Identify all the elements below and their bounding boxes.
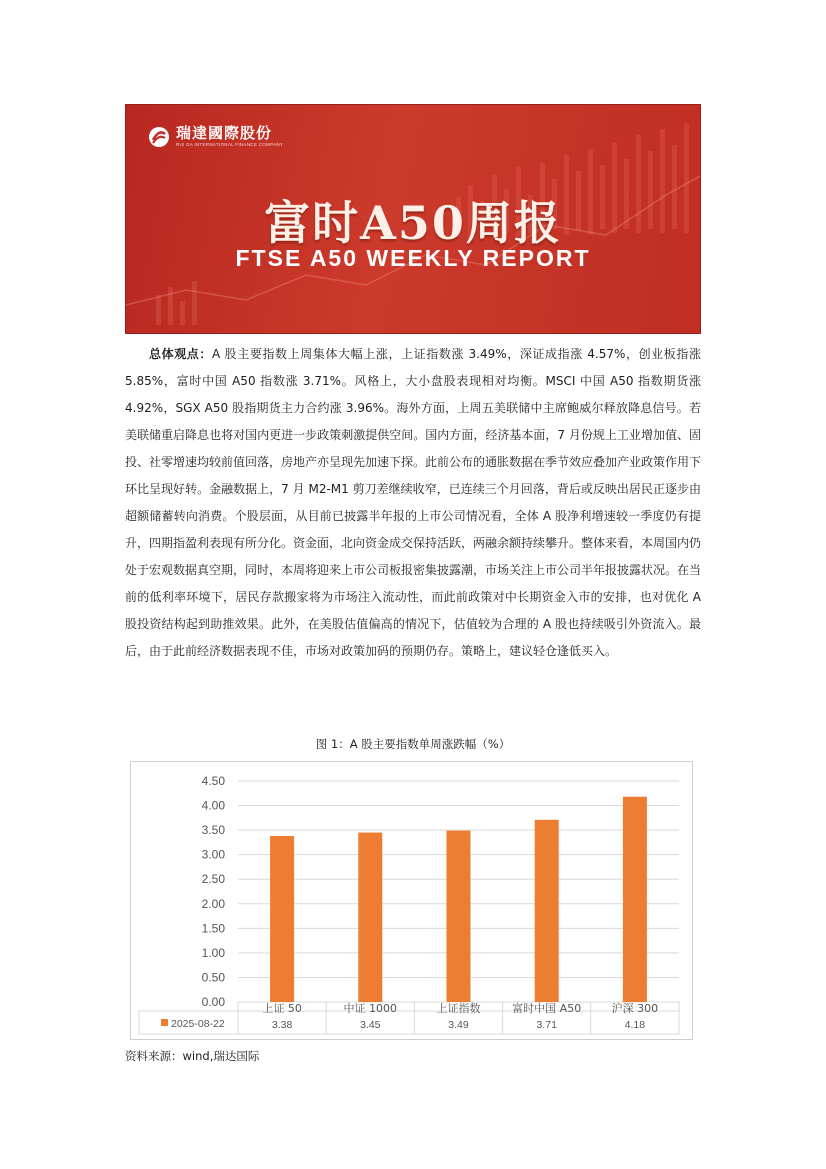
legend-swatch (161, 1019, 168, 1026)
summary-label: 总体观点： (149, 347, 213, 361)
bar (447, 831, 471, 1002)
summary-text: A 股主要指数上周集体大幅上涨，上证指数涨 3.49%，深证成指涨 4.57%，创业板指涨 5.85%，富时中国 A50 指数涨 3.71%。风格上，大小盘股表现相对均衡。MSCI 中国 A50 指数期货涨 4.92%，SGX A50 股指期货主力合约涨 3.96%。海外方面，上周五美联储中主席鲍威尔释放降息信号。若美联储重启降息也将对国内更进一步政策刺激提供空间。国内方面，经济基本面，7 月份规上工业增加值、固投、社零增速均较前值回落，房地产亦呈现先加速下探。此前公布的通胀数据在季节效应叠加产业政策作用下环比呈现好转。金融数据上，7 月 M2-M1 剪刀差继续收窄，已连续三个月回落，背后或反映出居民正逐步由超额储蓄转向消费。个股层面，从目前已披露半年报的上市公司情况看，全体 A 股净利增速较一季度仍有提升，四期指盈利表现有所分化。资金面，北向资金成交保持活跃，两融余额持续攀升。整体来看，本周国内仍处于宏观数据真空期，同时，本周将迎来上市公司板报密集披露潮，市场关注上市公司半年报披露状况。在当前的低利率环境下，居民存款搬家将为市场注入流动性，而此前政策对中长期资金入市的安排，也对优化 A 股投资结构起到助推效果。此外，在美股估值偏高的情况下，估值较为合理的 A 股也持续吸引外资流入。最后，由于此前经济数据表现不佳，市场对政策加码的预期仍存。策略上，建议轻仓逢低买入。 (125, 347, 702, 658)
data-table-value: 3.38 (271, 1019, 293, 1031)
category-label: 富时中国 A50 (512, 1002, 582, 1015)
y-tick-label: 4.50 (201, 774, 225, 788)
y-tick-label: 2.00 (201, 896, 225, 911)
data-table-value: 3.45 (360, 1019, 381, 1031)
report-title: 富时A50周报 (264, 196, 562, 250)
data-source-note: 资料来源：wind,瑞达国际 (125, 1049, 260, 1063)
y-tick-label: 2.50 (201, 872, 225, 887)
data-table-value: 3.49 (448, 1019, 469, 1031)
category-label: 上证指数 (436, 1002, 481, 1015)
y-tick-label: 4.00 (201, 798, 225, 813)
company-logo-icon (148, 126, 170, 148)
y-tick-label: 1.00 (201, 945, 225, 960)
company-logo (148, 125, 283, 148)
summary-paragraph (125, 341, 701, 665)
category-label: 中证 1000 (343, 1002, 398, 1015)
data-table-value: 4.18 (624, 1019, 646, 1031)
y-tick-label: 0.50 (201, 970, 225, 985)
bar (358, 833, 382, 1002)
y-tick-label: 1.50 (201, 921, 225, 936)
figure-caption: 图 1：A 股主要指数单周涨跌幅（%） (315, 737, 511, 751)
bar (623, 797, 647, 1002)
category-label: 沪深 300 (611, 1002, 659, 1015)
index-weekly-change-chart (130, 761, 693, 1040)
company-name-en: RUI DA INTERNATIONAL FINANCE COMPANY (176, 142, 284, 147)
y-tick-label: 0.00 (201, 995, 225, 1009)
y-tick-label: 3.50 (201, 823, 225, 838)
bar (535, 820, 559, 1002)
company-name-cn: 瑞達國際股份 (176, 124, 273, 142)
bar (270, 836, 294, 1002)
data-table-value: 3.71 (536, 1019, 557, 1031)
report-subtitle: FTSE A50 WEEKLY REPORT (235, 245, 591, 271)
report-banner (125, 104, 701, 334)
category-label: 上证 50 (262, 1002, 302, 1015)
chart-canvas (131, 762, 692, 1039)
legend-series-name: 2025-08-22 (171, 1018, 225, 1030)
y-tick-label: 3.00 (201, 847, 225, 862)
